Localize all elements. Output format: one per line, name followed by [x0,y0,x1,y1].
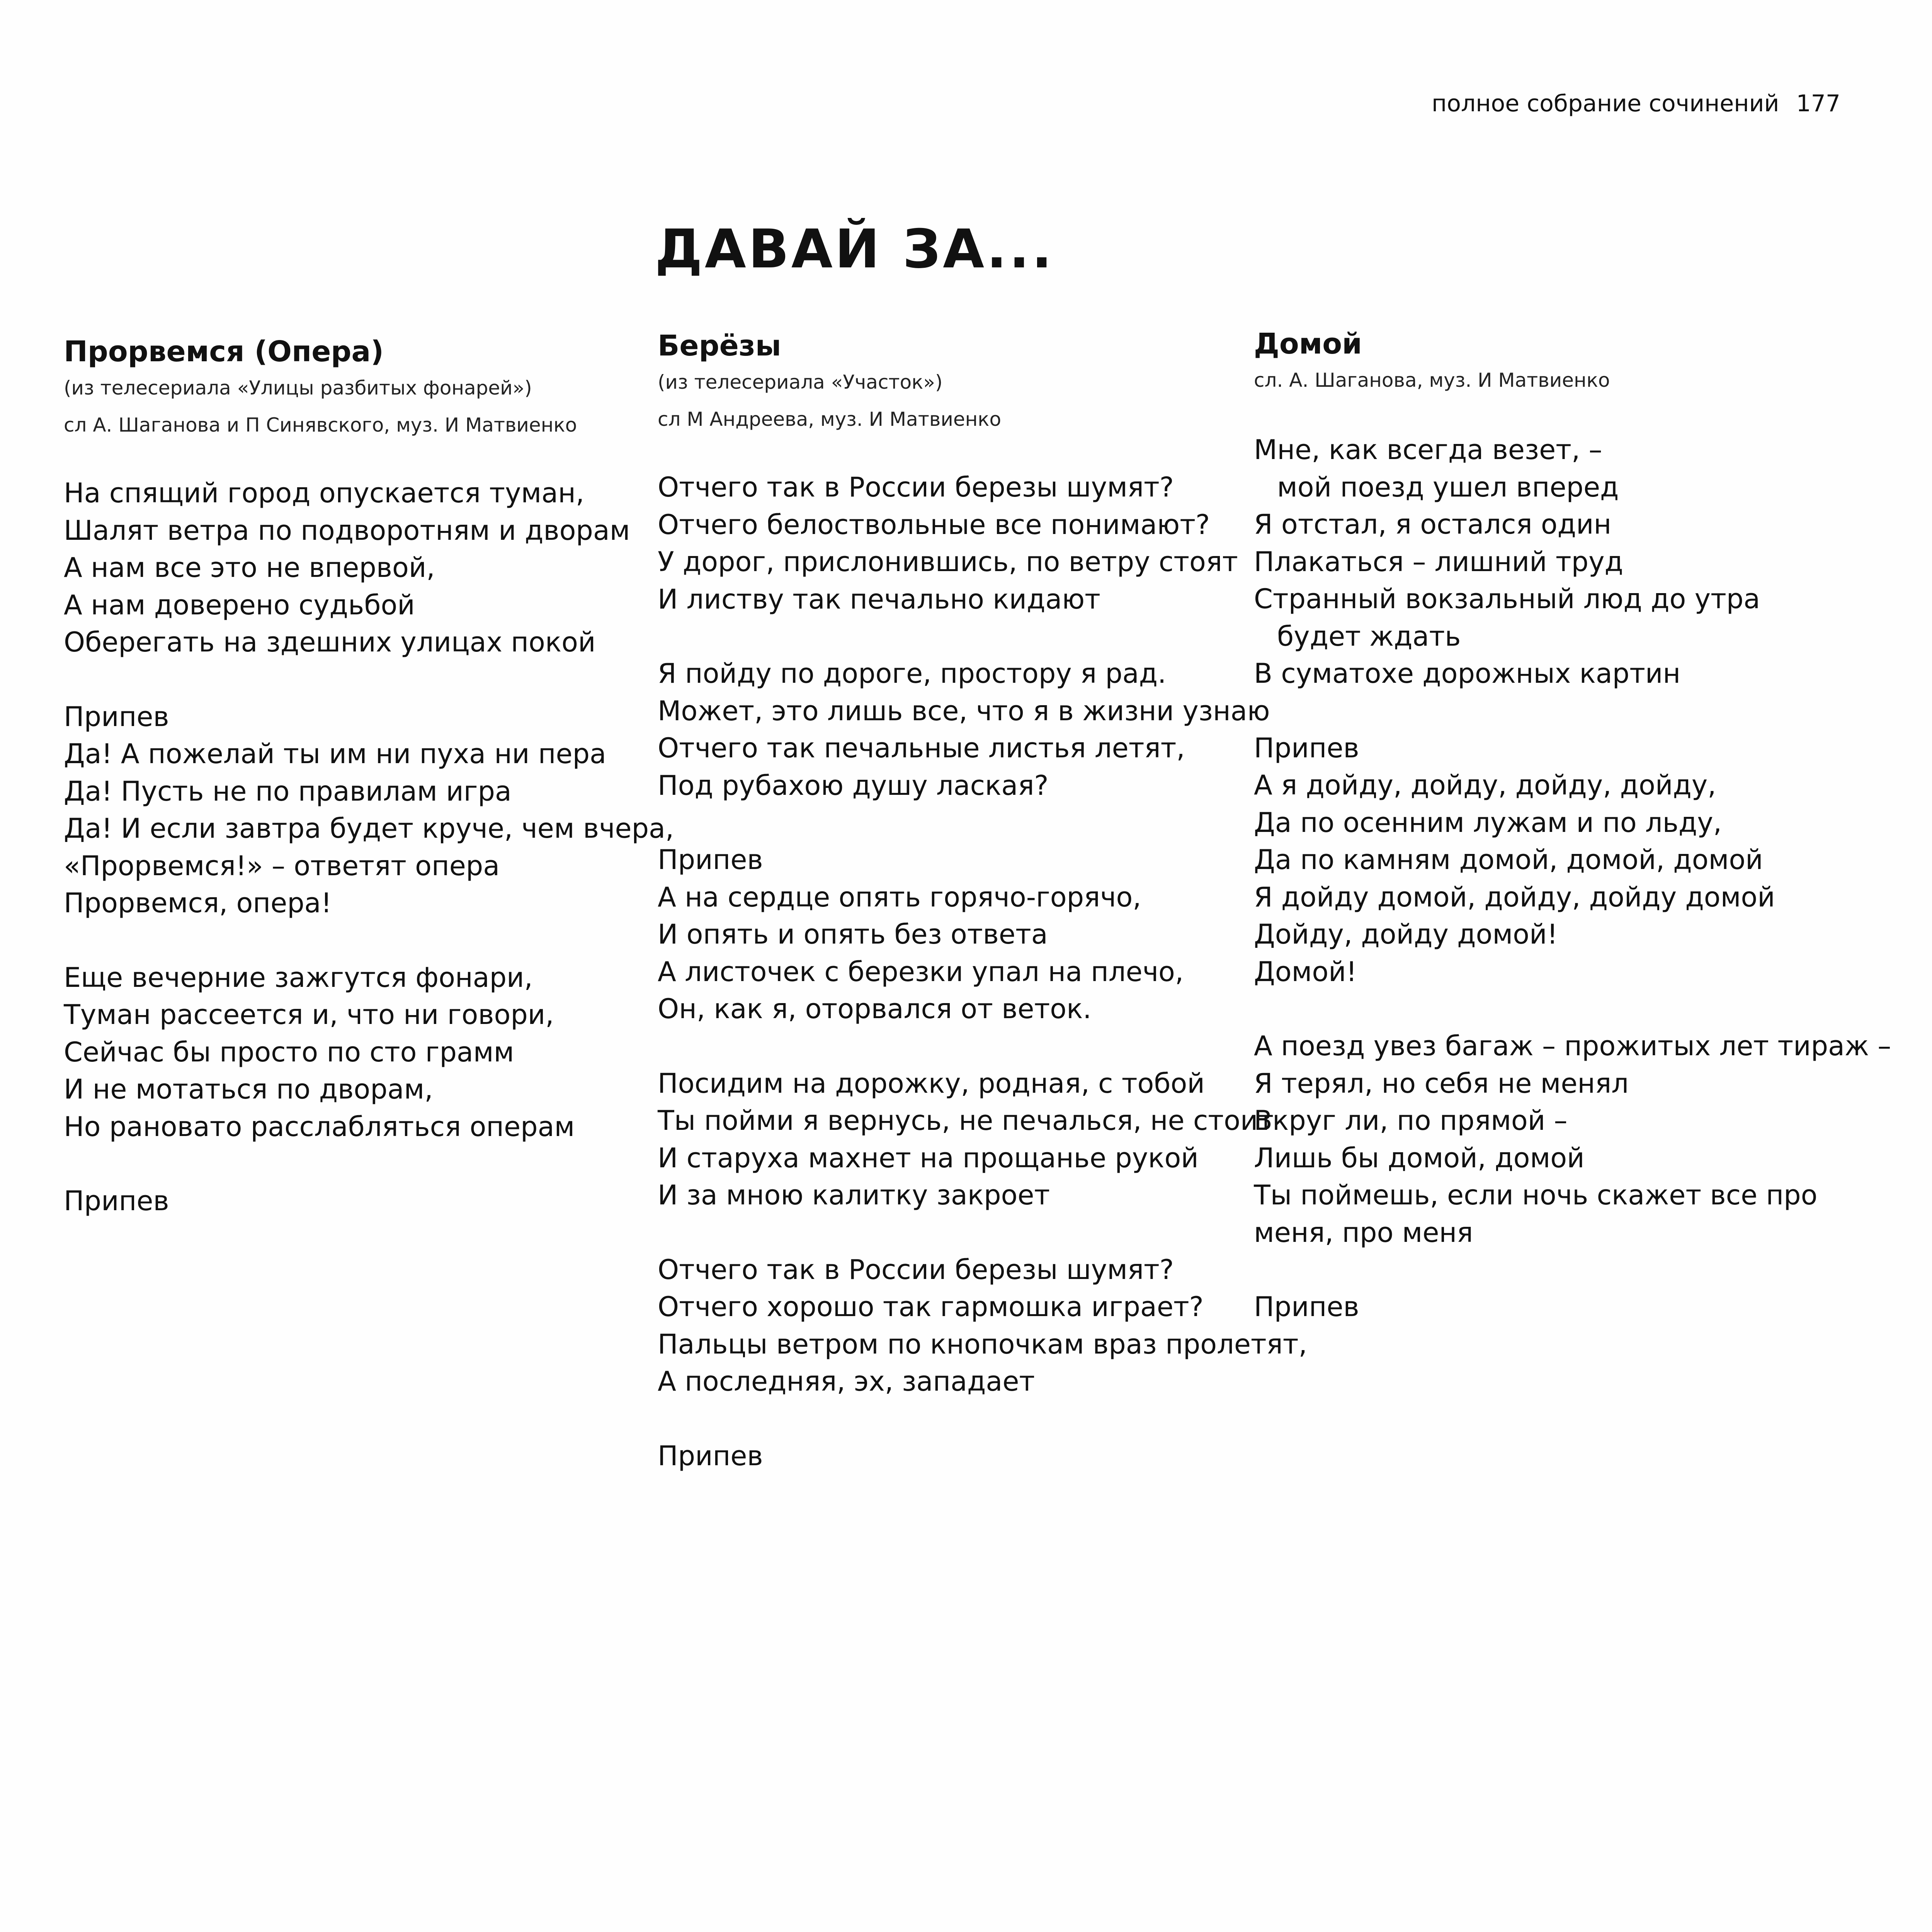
song-lyrics [64,474,674,1220]
stanza [1254,1027,1891,1251]
lyric-line: А листочек с березки упал на плечо, [658,956,1184,988]
lyric-line: Еще вечерние зажгутся фонари, [64,961,533,993]
chorus-reference [64,1182,651,1220]
lyric-line: Отчего так в России березы шумят? [658,471,1174,503]
song-title: Домой [1254,327,1362,361]
lyric-line: Да! Пусть не по правилам игра [64,775,512,807]
stanza [658,469,1245,618]
lyric-line: А нам доверено судьбой [64,589,415,621]
lyric-line: У дорог, прислонившись, по ветру стоят [658,546,1238,578]
lyric-line: Ты поймешь, если ночь скажет все про [1254,1179,1818,1211]
song-credits: сл А. Шаганова и П Синявского, муз. И Матвиенко [64,414,577,436]
lyric-line: Я пойду по дороге, простору я рад. [658,658,1167,689]
lyric-line: И за мною калитку закроет [658,1179,1050,1211]
lyric-line: Дойду, дойду домой! [1254,918,1558,950]
song-credits: сл М Андреева, муз. И Матвиенко [658,408,1002,430]
song-source: (из телесериала «Участок») [658,371,943,393]
lyric-line: Ты пойми я вернусь, не печалься, не стоит [658,1105,1274,1136]
lyric-line: «Прорвемся!» – ответят опера [64,850,500,882]
lyric-line: Да! И если завтра будет круче, чем вчера, [64,813,674,844]
lyric-line: Вкруг ли, по прямой – [1254,1105,1568,1136]
lyric-line: будет ждать [1277,620,1461,652]
lyric-line: Сейчас бы просто по сто грамм [64,1036,514,1068]
lyric-line: И не мотаться по дворам, [64,1073,433,1105]
lyric-line: Лишь бы домой, домой [1254,1142,1585,1174]
lyric-line: Да! А пожелай ты им ни пуха ни пера [64,738,606,770]
chorus-label: Припев [658,844,763,876]
lyric-line: Да по осенним лужам и по льду, [1254,806,1722,838]
lyric-line: Туман рассеется и, что ни говори, [64,999,554,1031]
lyric-line: На спящий город опускается туман, [64,477,585,509]
lyric-line: Да по камням домой, домой, домой [1254,844,1763,876]
song-column-1 [64,332,674,1257]
lyric-line: И опять и опять без ответа [658,918,1048,950]
stanza [64,959,651,1146]
lyric-line: меня, про меня [1254,1216,1473,1248]
lyric-line: А поезд увез багаж – прожитых лет тираж – [1254,1030,1891,1062]
lyric-line: Пальцы ветром по кнопочкам враз пролетят, [658,1328,1307,1360]
chorus-stanza [658,841,1245,1028]
song-title: Прорвемся (Опера) [64,335,384,368]
chorus-stanza [1254,730,1841,991]
lyric-line: Я терял, но себя не менял [1254,1067,1629,1099]
lyric-line: В суматохе дорожных картин [1254,658,1681,689]
section-title: ДАВАЙ ЗА... [655,218,1054,280]
lyric-line: Прорвемся, опера! [64,887,332,919]
page-number: 177 [1796,90,1840,117]
stanza [1254,431,1841,692]
chorus-label: Припев [1254,1291,1359,1323]
lyric-line: Я дойду домой, дойду, дойду домой [1254,881,1775,913]
chorus-label: Припев [64,701,169,733]
lyric-line: Домой! [1254,956,1357,988]
lyric-line: Под рубахою душу лаская? [658,769,1049,801]
lyric-line: Отчего так печальные листья летят, [658,732,1185,764]
lyric-line: Плакаться – лишний труд [1254,546,1623,578]
song-lyrics [1254,431,1891,1326]
lyric-line: Но рановато расслабляться операм [64,1111,575,1143]
stanza [658,655,1270,804]
song-source: (из телесериала «Улицы разбитых фонарей») [64,377,532,399]
lyric-line: А последняя, эх, западает [658,1366,1035,1397]
lyric-line: Посидим на дорожку, родная, с тобой [658,1067,1205,1099]
chorus-reference [658,1437,1245,1475]
stanza [64,474,651,661]
lyric-line: А на сердце опять горячо-горячо, [658,881,1141,913]
song-title: Берёзы [658,329,781,362]
lyric-line: Мне, как всегда везет, – [1254,434,1602,466]
lyric-line: Он, как я, оторвался от веток. [658,993,1092,1025]
song-column-3 [1254,325,1891,1363]
chorus-stanza [64,698,674,922]
lyric-line: А я дойду, дойду, дойду, дойду, [1254,769,1716,801]
lyric-line: А нам все это не впервой, [64,552,435,583]
running-header [1432,88,1840,119]
lyric-line: И старуха махнет на прощанье рукой [658,1142,1199,1174]
chorus-label: Припев [658,1440,763,1472]
lyric-line: Отчего белоствольные все понимают? [658,509,1210,541]
lyric-line: Странный вокзальный люд до утра [1254,583,1760,615]
chorus-label: Припев [64,1185,169,1217]
lyric-line: Может, это лишь все, что я в жизни узнаю [658,695,1270,727]
lyric-line: Отчего хорошо так гармошка играет? [658,1291,1204,1323]
chorus-label: Припев [1254,732,1359,764]
stanza [658,1065,1274,1214]
chorus-reference [1254,1288,1841,1326]
lyric-line: мой поезд ушел вперед [1277,471,1619,503]
lyric-line: Оберегать на здешних улицах покой [64,626,596,658]
lyric-line: Я отстал, я остался один [1254,509,1612,540]
lyric-line: Шалят ветра по подворотням и дворам [64,514,630,546]
lyric-line: Отчего так в России березы шумят? [658,1253,1174,1286]
song-credits: сл. А. Шаганова, муз. И Матвиенко [1254,369,1610,391]
running-title: полное собрание сочинений [1431,90,1779,117]
lyric-line: И листву так печально кидают [658,583,1100,615]
